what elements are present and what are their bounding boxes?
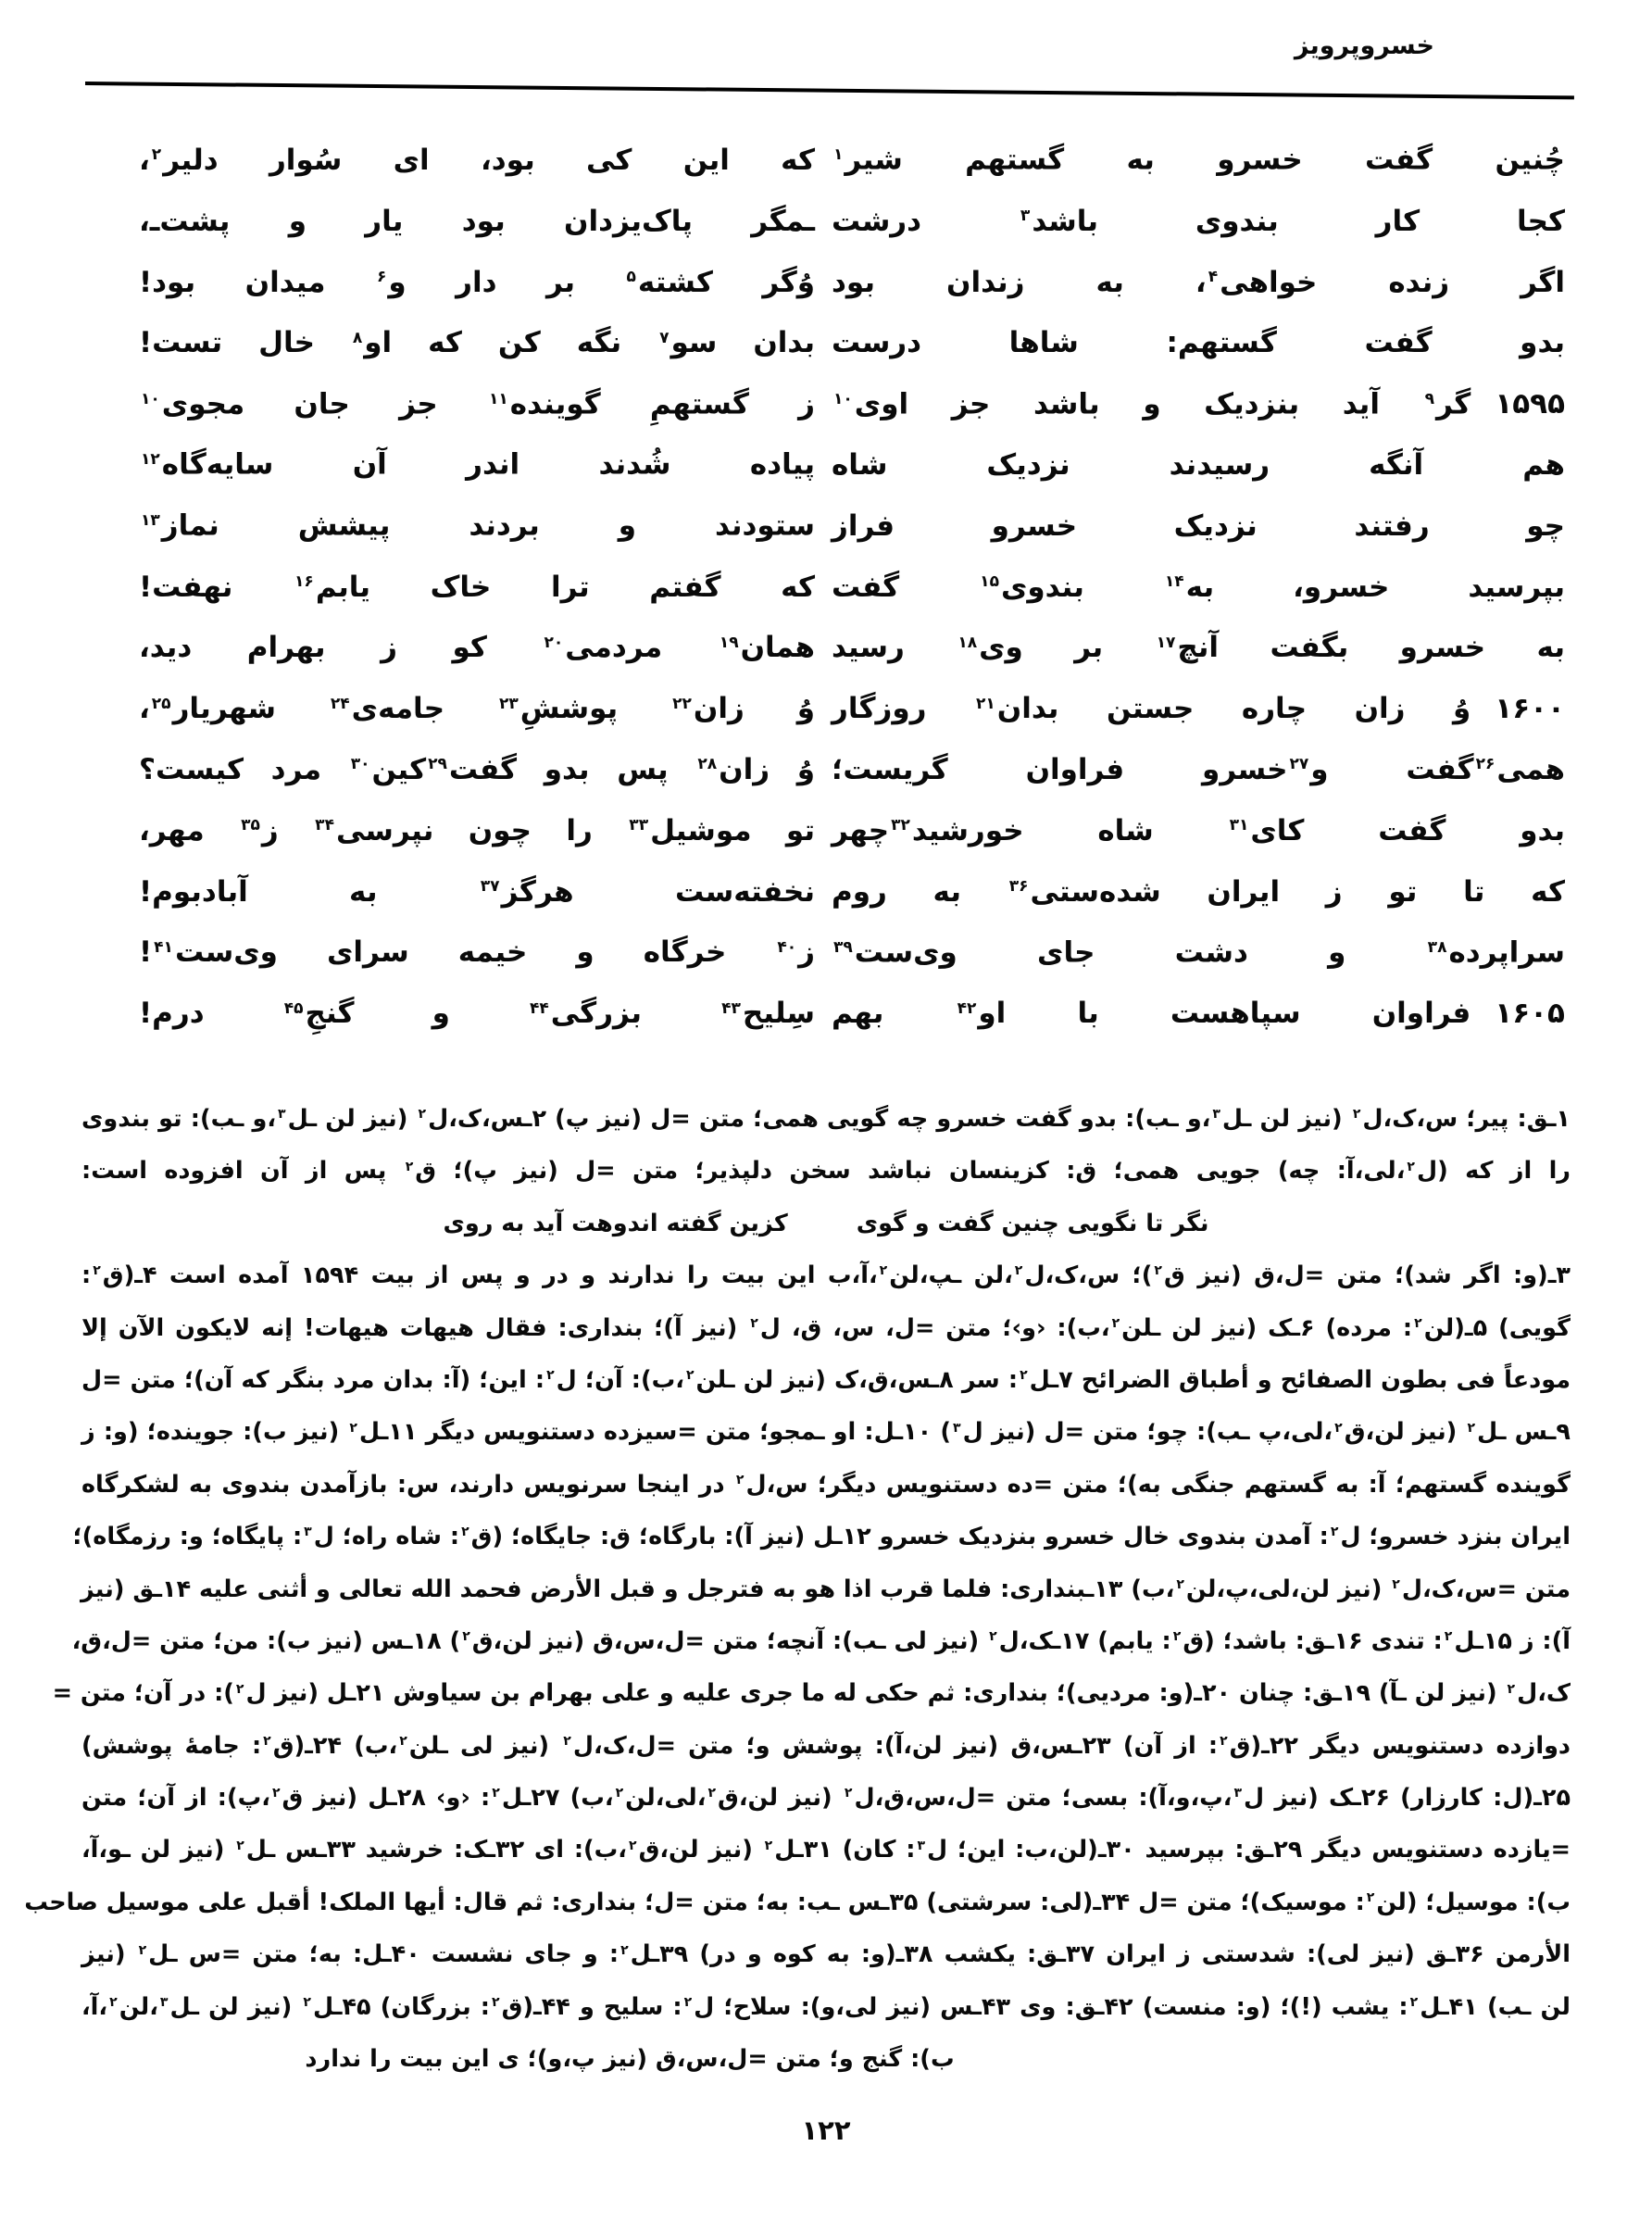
hemistich-first: که تا تو ز ایران شده‌ستی$^{۳۶}$ به روم — [832, 874, 1565, 909]
verse-line — [139, 679, 815, 740]
apparatus-line: ۲۵ـ(ل: کارزار) ۲۶ـک (نیز ل$^۳$،پ،و،آ): بسی؛ متن =ل،س،ق،ل$^۲$ (نیز لن،ق$^۲$،لی،لن$^۲$،ب) ۲۷ـل$^۲$: ‹و› ۲۸ـل (نیز ق$^۲$،پ): از آن؛ متن — [81, 1784, 1571, 1813]
hemistich-second: پیاده شُدند اندر آن سایه‌گاه$^{۱۲}$ — [141, 447, 815, 482]
header-rule — [85, 82, 1574, 99]
inserted-verse-first-hemistich: نگر تا نگویی چنین گفت و گوی — [856, 1209, 1209, 1237]
running-head-title: خسروپرویز — [1294, 31, 1434, 60]
verse-line — [832, 313, 1565, 374]
hemistich-second: بدان سو$^۷$ نگه کن که او$^۸$ خال تست! — [139, 326, 815, 360]
hemistich-first: چو رفتند نزدیک خسرو فراز — [832, 508, 1565, 543]
apparatus-line: آ): ز ۱۵ـل$^۲$: تندی ۱۶ـق: باشد؛ (ق$^۲$: یابم) ۱۷ـک،ل$^۲$ (نیز لی ـب): آنچه؛ متن =ل،س،ق (نیز لن،ق$^۲$) ۱۸ـس (نیز ب): من؛ متن =ل،ق، — [71, 1626, 1571, 1655]
verse-line — [139, 801, 815, 862]
verse-line — [139, 313, 815, 374]
hemistich-first: هم آنگه رسیدند نزدیک شاه — [832, 447, 1565, 482]
hemistich-first: اگر زنده خواهی$^۴$، به زندان بود — [832, 265, 1565, 299]
apparatus-line: دوازده دستنویس دیگر ۲۲ـ(ق$^۲$: از آن) ۲۳ـس،ق (نیز لن،آ): پوشش و؛ متن =ل،ک،ل$^۲$ (نیز لی ـلن$^۲$،ب) ۲۴ـ(ق$^۲$: جامهٔ پوشش) — [81, 1731, 1571, 1760]
apparatus-line: ک،ل$^۲$ (نیز لن ـآ) ۱۹ـق: چنان ۲۰ـ(و: مردیی)؛ بنداری: ثم حکی له ما جری علیه و علی بهرام بن سیاوش ۲۱ـل (نیز ل$^۲$): در آن؛ متن = — [52, 1679, 1571, 1708]
hemistich-second: ز$^{۴۰}$ خرگاه و خیمه سرای وی‌ست$^{۴۱}$! — [139, 935, 815, 970]
verse-line — [832, 862, 1565, 923]
verse-line — [832, 740, 1565, 801]
hemistich-second: وُ زان$^{۲۸}$ پس بدو گفت$^{۲۹}$کین$^{۳۰}$ مرد کیست؟ — [139, 752, 816, 786]
apparatus-line: =یازده دستنویس دیگر ۲۹ـق: بپرسید ۳۰ـ(لن،ب: این؛ ل$^۳$: کان) ۳۱ـل$^۲$ (نیز لن،ق$^۲$،ب): ای ۳۲ـک: خرشید ۳۳ـس ـل$^۲$ (نیز لن ـو،آ، — [81, 1836, 1571, 1864]
hemistich-second: تو موشیل$^{۳۳}$ را چون نپرسی$^{۳۴}$ ز$^{۳۵}$ مهر، — [139, 813, 816, 847]
apparatus-line: ۹ـس ـل$^۲$ (نیز لن،ق$^۲$،لی،پ ـب): چو؛ متن =ل (نیز ل$^۳$) ۱۰ـل: او ـمجو؛ متن =سیزده دستنویس دیگر ۱۱ـل$^۲$ (نیز ب): جوینده؛ (و: ز — [81, 1418, 1571, 1447]
hemistich-second: وُگر کشته$^۵$ بر دار و$^۶$ میدان بود! — [139, 265, 816, 299]
verse-line — [832, 496, 1565, 558]
verse-line — [832, 253, 1565, 314]
apparatus-line: ایران بنزد خسرو؛ ل$^۲$: آمدن بندوی خال خسرو بنزدیک خسرو ۱۲ـل (نیز آ): بارگاه؛ ق: جایگاه؛ (ق$^۲$: شاه راه؛ ل$^۳$: پایگاه؛ و: رزمگاه)؛ — [72, 1523, 1571, 1551]
apparatus-line: لن ـب) ۴۱ـل$^۲$: یشب (!)؛ (و: منست) ۴۲ـق: وی ۴۳ـس (نیز لی،و): سلاح؛ ل$^۲$: سلیح و ۴۴ـ(ق$^۲$: بزرگان) ۴۵ـل$^۲$ (نیز لن ـل$^۳$،لن$^۲$،آ، — [81, 1992, 1571, 2021]
hemistich-second: ـمگر پاک‌یزدان بود یار و پشت‌ـ، — [139, 204, 815, 238]
verse-number: ۱۵۹۵ — [1495, 387, 1565, 421]
verse-line — [139, 558, 815, 619]
hemistich-first: وُ زان چاره جستن بدان$^{۲۱}$ روزگار — [832, 692, 1471, 726]
verse-line — [832, 374, 1565, 435]
verse-line — [139, 862, 815, 923]
verse-line — [832, 558, 1565, 619]
verse-line — [832, 192, 1565, 253]
hemistich-second: نخفته‌ست هرگز$^{۳۷}$ به آبادبوم! — [139, 874, 815, 909]
hemistich-first: بپرسید خسرو، به$^{۱۴}$ بندوی$^{۱۵}$ گفت — [832, 570, 1565, 604]
apparatus-line: گوینده گستهم؛ آ: به گستهم جنگی به)؛ متن =ده دستنویس دیگر؛ س،ل$^۲$ در اینجا سرنویس دارند، س: بازآمدن بندوی به لشکرگاه — [81, 1470, 1571, 1499]
poem-column-first-hemistichs — [832, 131, 1565, 1045]
apparatus-line: ب): موسیل؛ (لن$^۲$: موسیک)؛ متن =ل ۳۴ـ(لی: سرشتی) ۳۵ـس ـب: به؛ متن =ل؛ بنداری: ثم قال: أیها الملک! أقبل علی موسیل صاحب — [24, 1888, 1571, 1916]
verse-line — [139, 922, 815, 984]
verse-line — [139, 435, 815, 496]
hemistich-first: کجا کار بندوی باشد$^۳$ درشت — [832, 204, 1565, 238]
hemistich-second: سِلیح$^{۴۳}$ بزرگی$^{۴۴}$ و گنجِ$^{۴۵}$ درم! — [139, 997, 815, 1031]
verse-number: ۱۶۰۵ — [1495, 997, 1565, 1031]
verse-line — [139, 131, 815, 192]
verse-line — [832, 984, 1565, 1045]
hemistich-second: که این کی بود، ای سُوار دلیر$^۲$، — [139, 144, 815, 177]
hemistich-first: بدو گفت گستهم: شاها درست — [832, 326, 1565, 360]
hemistich-second: که گفتم ترا خاک یابم$^{۱۶}$ نهفت! — [139, 570, 815, 604]
apparatus-inserted-verse — [81, 1198, 1571, 1249]
verse-line — [139, 496, 815, 558]
hemistich-first: سراپرده$^{۳۸}$ و دشت جای وی‌ست$^{۳۹}$ — [833, 935, 1565, 970]
verse-line — [139, 374, 815, 435]
verse-line — [139, 618, 815, 679]
hemistich-first: فراوان سپاهست با او$^{۴۲}$ بهم — [832, 997, 1471, 1031]
inserted-verse-second-hemistich: کزین گفته اندوهت آید به روی — [443, 1209, 788, 1237]
verse-line — [832, 618, 1565, 679]
page-number: ۱۲۲ — [801, 2115, 851, 2146]
apparatus-line: گویی) ۵ـ(لن$^۲$: مرده) ۶ـک (نیز لن ـلن$^۲$،ب): ‹و›؛ متن =ل، س، ق، ل$^۲$ (نیز آ)؛ بنداری: فقال هیهات هیهات! إنه لایکون الآن إلا — [81, 1313, 1571, 1342]
apparatus-line: مودعاً فی بطون الصفائح و أطباق الضرائح ۷ـل$^۲$: سر ۸ـس،ق،ک (نیز لن ـلن$^۲$،ب): آن؛ ل$^۲$: این؛ (آ: بدان مرد بنگر که آن)؛ متن =ل — [81, 1365, 1571, 1394]
verse-line — [139, 192, 815, 253]
apparatus-line: ۳ـ(و: اگر شد)؛ متن =ل،ق (نیز ق$^۲$)؛ س،ک،ل$^۲$،لن ـپ،لن$^۲$،آ،ب این بیت را ندارند و در و پس از بیت ۱۵۹۴ آمده است ۴ـ(ق$^۲$: — [81, 1261, 1571, 1290]
apparatus-line: ۱ـق: پیر؛ س،ک،ل$^۲$ (نیز لن ـل$^۳$،و ـب): بدو گفت خسرو چه گویی همی؛ متن =ل (نیز پ) ۲ـس،ک،ل$^۲$ (نیز لن ـل$^۳$،و ـب): تو بندوی — [81, 1105, 1571, 1133]
hemistich-second: وُ زان$^{۲۲}$ پوششِ$^{۲۳}$ جامه‌ی$^{۲۴}$ شهریار$^{۲۵}$، — [139, 692, 815, 726]
verse-line — [832, 131, 1565, 192]
hemistich-second: ز گستهمِ گوینده$^{۱۱}$ جز جان مجوی$^{۱۰}$ — [141, 387, 816, 421]
verse-line — [139, 740, 815, 801]
apparatus-line-last: ب): گنج و؛ متن =ل،س،ق (نیز پ،و)؛ ی این بیت را ندارد — [305, 2045, 955, 2074]
critical-apparatus — [24, 1093, 1571, 2085]
hemistich-first: گر$^۹$ آید بنزدیک و باشد جز اوی$^{۱۰}$ — [833, 387, 1471, 421]
verse-number: ۱۶۰۰ — [1495, 692, 1565, 726]
hemistich-first: به خسرو بگفت آنچ$^{۱۷}$ بر وی$^{۱۸}$ رسید — [832, 631, 1565, 665]
apparatus-line: را از که (ل$^۲$،لی،آ: چه) جویی همی؛ ق: کزینسان نباشد سخن دلپذیر؛ متن =ل (نیز پ)؛ ق$^۲$ پس از آن افزوده است: — [81, 1157, 1571, 1186]
hemistich-first: همی$^{۲۶}$گفت و$^{۲۷}$خسرو فراوان گریست؛ — [832, 752, 1565, 786]
verse-line — [139, 984, 815, 1045]
poem-column-second-hemistichs — [139, 131, 815, 1045]
verse-line — [832, 679, 1565, 740]
verse-line — [832, 801, 1565, 862]
apparatus-line: الأرمن ۳۶ـق (نیز لی): شدستی ز ایران ۳۷ـق: یکشب ۳۸ـ(و: به کوه و در) ۳۹ـل$^۲$: و جای نشست ۴۰ـل: به؛ متن =س ـل$^۲$ (نیز — [81, 1940, 1571, 1969]
verse-line — [139, 253, 815, 314]
hemistich-first: بدو گفت کای$^{۳۱}$ شاه خورشید$^{۳۲}$چهر — [832, 813, 1566, 847]
verse-line — [832, 922, 1565, 984]
hemistich-second: همان$^{۱۹}$ مردمی$^{۲۰}$ کو ز بهرام دید، — [139, 631, 815, 665]
verse-line — [832, 435, 1565, 496]
hemistich-first: چُنین گفت خسرو به گستهم شیر$^۱$ — [833, 144, 1565, 177]
apparatus-line: متن =س،ک،ل$^۲$ (نیز لن،لی،پ،لن$^۲$،ب) ۱۳ـبنداری: فلما قرب اذا هو به فترجل و قبل الأرض فحمد الله تعالی و أثنی علیه ۱۴ـق (نیز — [80, 1575, 1571, 1603]
hemistich-second: ستودند و بردند پیشش نماز$^{۱۳}$ — [141, 508, 815, 543]
